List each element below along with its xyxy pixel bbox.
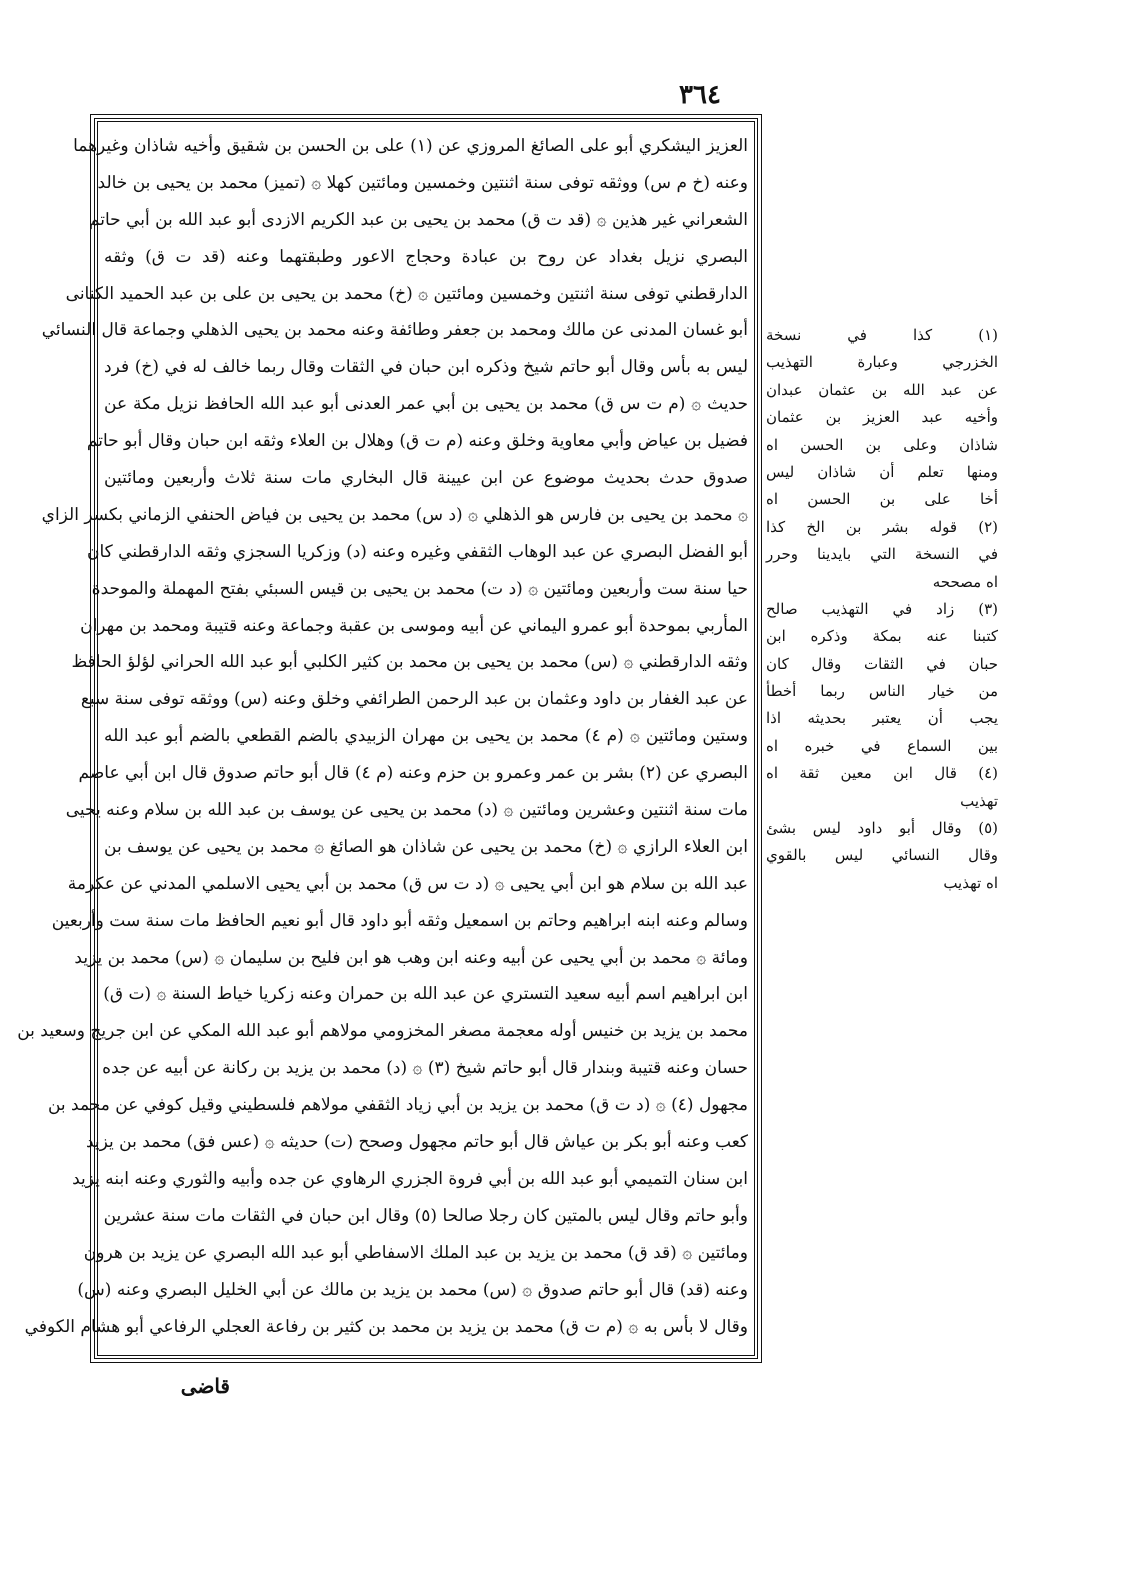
margin-note-line: ومنها تعلم أن شاذان ليس xyxy=(766,462,998,481)
main-text-line: وأبو حاتم وقال ليس بالمتين كان رجلا صالحا (٥) وقال ابن حبان في الثقات مات سنة عشرين xyxy=(103,1205,748,1226)
margin-note-line: أخا على بن الحسن اه xyxy=(766,490,998,509)
page-number: ٣٦٤ xyxy=(679,80,721,110)
main-text-line: فضيل بن عياض وأبي معاوية وخلق وعنه (م ت ق) وهلال بن العلاء وثقه ابن حبان وقال أبو حاتم xyxy=(86,431,748,452)
margin-note-line: كتبنا عنه بمكة وذكره ابن xyxy=(766,627,998,646)
main-text-line: عبد الله بن سلام هو ابن أبي يحيى ۞ (د ت س ق) محمد بن أبي يحيى الاسلمي المدني عن عكرمة xyxy=(67,873,748,894)
main-text-line: ابن ابراهيم اسم أبيه سعيد التستري عن عبد الله بن حمران وعنه زكريا خياط السنة ۞ (ت ق) xyxy=(103,984,748,1005)
main-text-line: حسان وعنه قتيبة وبندار قال أبو حاتم شيخ (٣) ۞ (د) محمد بن يزيد بن ركانة عن أبيه عن جده xyxy=(102,1058,748,1079)
margin-note-line: الخزرجي وعبارة التهذيب xyxy=(766,353,998,372)
catchword: قاضى xyxy=(180,1374,230,1398)
margin-note-line: (٣) زاد في التهذيب صالح xyxy=(766,599,998,618)
main-text-line: كعب وعنه أبو بكر بن عياش قال أبو حاتم مجهول وصحح (ت) حديثه ۞ (عس فق) محمد بن يزيد xyxy=(85,1132,748,1153)
margin-note-line: يجب أن يعتبر بحديثه اذا xyxy=(766,709,998,728)
main-text-line: وسالم وعنه ابنه ابراهيم وحاتم بن اسمعيل وثقه أبو داود قال أبو نعيم الحافظ مات سنة ست وأربعين xyxy=(51,910,748,931)
main-text-line: حديث ۞ (م ت س ق) محمد بن يحيى بن أبي عمر العدنى أبو عبد الله الحافظ نزيل مكة عن xyxy=(104,394,748,415)
main-text-line: ۞ محمد بن يحيى بن فارس هو الذهلي ۞ (د س) محمد بن يحيى بن فياض الحنفي الزماني بكسر الزاي xyxy=(41,504,748,525)
main-text-line: وثقه الدارقطني ۞ (س) محمد بن يحيى بن محمد بن كثير الكلبي أبو عبد الله الحراني لؤلؤ الحافظ xyxy=(71,652,748,673)
main-text-line: وعنه (قد) قال أبو حاتم صدوق ۞ (س) محمد بن يزيد بن مالك عن أبي الخليل البصري وعنه (س) xyxy=(77,1279,748,1300)
main-text-line: المأربي بموحدة أبو عمرو اليماني عن أبيه وموسى بن عقبة وجماعة وعنه قتيبة ومحمد بن مهران xyxy=(80,615,748,636)
main-text-line: الشعراني غير هذين ۞ (قد ت ق) محمد بن يحيى بن عبد الكريم الازدى أبو عبد الله بن أبي حاتم xyxy=(88,209,748,230)
main-text-line: العزيز اليشكري أبو على الصائغ المروزي عن (١) على بن الحسن بن شقيق وأخيه شاذان وغيرهما xyxy=(73,136,748,156)
main-text-line: ليس به بأس وقال أبو حاتم شيخ وذكره ابن حبان في الثقات وقال ربما خالف له في (خ) فرد xyxy=(104,357,748,378)
main-text-line: ومائتين ۞ (قد ق) محمد بن يزيد بن عبد الملك الاسفاطي أبو عبد الله البصري عن يزيد بن هرون xyxy=(83,1242,748,1263)
main-text-line: وستين ومائتين ۞ (م ٤) محمد بن يحيى بن مهران الزبيدي بالضم القطعي بالضم أبو عبد الله xyxy=(104,726,748,747)
main-text-line: ومائة ۞ محمد بن أبي يحيى عن أبيه وعنه ابن وهب هو ابن فليح بن سليمان ۞ (س) محمد بن يزيد xyxy=(74,947,748,968)
margin-note-line: في النسخة التي بايدينا وحرر xyxy=(766,545,998,564)
margin-note-line: وقال النسائي ليس بالقوي xyxy=(766,846,998,865)
main-text-block xyxy=(17,128,748,1350)
margin-note-line: (٢) قوله بشر بن الخ كذا xyxy=(766,517,998,536)
margin-note-line: بين السماع في خبره اه xyxy=(766,736,998,755)
main-text-line: وقال لا بأس به ۞ (م ت ق) محمد بن يزيد بن محمد بن كثير بن رفاعة العجلي الرفاعي أبو هشام الكوفي xyxy=(24,1316,748,1337)
margin-note-line: (٤) قال ابن معين ثقة اه xyxy=(766,764,998,783)
margin-notes xyxy=(766,322,998,897)
margin-note-line: حبان في الثقات وقال كان xyxy=(766,654,998,673)
margin-note-line: وأخيه عبد العزيز بن عثمان xyxy=(766,408,998,427)
main-text-line: البصري نزيل بغداد عن روح بن عبادة وحجاج الاعور وطبقتهما وعنه (قد ت ق) وثقه xyxy=(104,246,748,267)
main-text-line: وعنه (خ م س) ووثقه توفى سنة اثنتين وخمسين ومائتين كهلا ۞ (تميز) محمد بن يحيى بن خالد xyxy=(97,172,748,193)
margin-note-line: اه تهذيب xyxy=(943,873,998,892)
margin-note-line: عن عبد الله بن عثمان عبدان xyxy=(766,380,998,399)
main-text-line: مجهول (٤) ۞ (د ت ق) محمد بن يزيد بن أبي زياد الثقفي مولاهم فلسطيني وقيل كوفي عن محمد بن xyxy=(47,1095,748,1116)
main-text-line: صدوق حدث بحديث موضوع عن ابن عيينة قال البخاري مات سنة ثلاث وأربعين ومائتين xyxy=(104,468,748,489)
main-text-line: عن عبد الغفار بن داود وعثمان بن عبد الرحمن الطرائفي وخلق وعنه (س) ووثقه توفى سنة سبع xyxy=(80,689,748,710)
margin-note-line: شاذان وعلى بن الحسن اه xyxy=(766,435,998,454)
main-text-line: أبو غسان المدنى عن مالك ومحمد بن جعفر وطائفة وعنه محمد بن يحيى الذهلي وجماعة قال النسائي xyxy=(41,320,748,341)
margin-note-line: اه مصححه xyxy=(932,572,998,591)
main-text-line: محمد بن يزيد بن خنيس أوله معجمة مصغر المخزومي مولاهم أبو عبد الله المكي عن ابن جريج وسعيد بن xyxy=(17,1021,748,1042)
margin-note-line: (٥) وقال أبو داود ليس بشئ xyxy=(766,819,998,838)
main-text-line: مات سنة اثنتين وعشرين ومائتين ۞ (د) محمد بن يحيى عن يوسف بن عبد الله بن سلام وعنه يحيى xyxy=(65,800,748,821)
main-text-line: البصري عن (٢) بشر بن عمر وعمرو بن حزم وعنه (م ٤) قال أبو حاتم صدوق قال ابن أبي عاصم xyxy=(78,763,748,784)
margin-note-line: (١) كذا في نسخة xyxy=(766,326,998,344)
main-text-line: حيا سنة ست وأربعين ومائتين ۞ (د ت) محمد بن يحيى بن قيس السبئي بفتح المهملة والموحدة xyxy=(91,578,748,599)
margin-note-line: تهذيب xyxy=(960,791,998,810)
main-text-line: ابن سنان التميمي أبو عبد الله بن أبي فروة الجزري الرهاوي عن جده وأبيه والثوري وعنه ابنه يزيد xyxy=(72,1168,748,1189)
main-text-line: الدارقطني توفى سنة اثنتين وخمسين ومائتين ۞ (خ) محمد بن يحيى بن على بن عبد الحميد الكنانى xyxy=(65,283,748,304)
main-text-line: ابن العلاء الرازي ۞ (خ) محمد بن يحيى عن شاذان هو الصائغ ۞ محمد بن يحيى عن يوسف بن xyxy=(104,836,748,857)
main-text-line: أبو الفضل البصري عن عبد الوهاب الثقفي وغيره وعنه (د) وزكريا السجزي وثقه الدارقطني كان xyxy=(86,541,748,562)
margin-note-line: من خيار الناس ربما أخطأ xyxy=(766,682,998,701)
